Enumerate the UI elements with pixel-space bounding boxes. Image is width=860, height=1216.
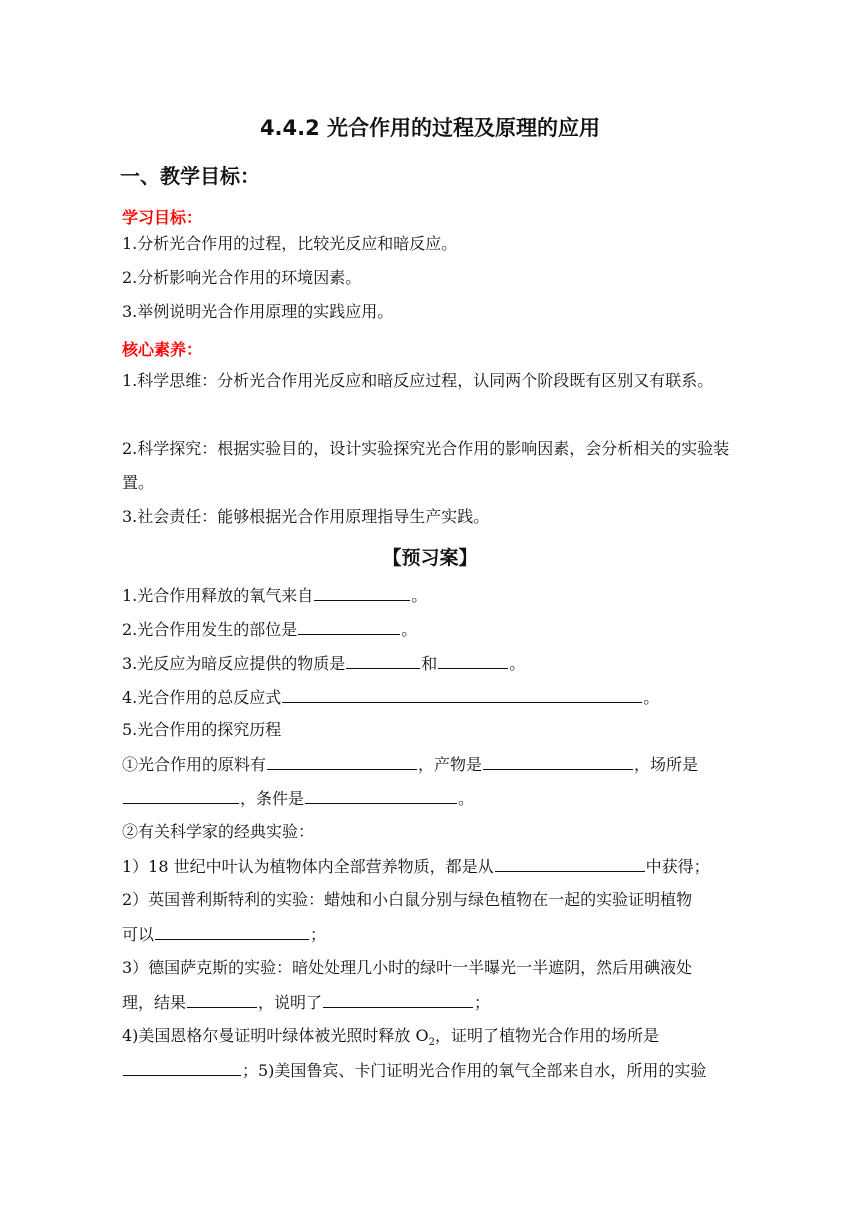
experiment-3-cont: 理，结果 ，说明了 ； xyxy=(122,993,491,1012)
question-2: 2.光合作用发生的部位是 。 xyxy=(122,620,418,639)
experiment-2-cont: 可以 ； xyxy=(122,925,327,944)
answer-blank[interactable] xyxy=(438,652,508,669)
literacy-heading: 核心素养： xyxy=(122,340,203,359)
experiment-3: 3）德国萨克斯的实验：暗处处理几小时的绿叶一半曝光一半遮阴，然后用碘液处 xyxy=(122,958,693,977)
preview-heading: 【预习案】 xyxy=(382,547,478,569)
goal-item: 1.分析光合作用的过程，比较光反应和暗反应。 xyxy=(122,234,458,253)
experiment-1: 1）18 世纪中叶认为植物体内全部营养物质，都是从 中获得； xyxy=(122,857,710,876)
experiment-4: 4)美国恩格尔曼证明叶绿体被光照时释放 $O_2$，证明了植物光合作用的场所是 xyxy=(122,1026,660,1049)
answer-blank[interactable] xyxy=(155,923,309,940)
goal-item: 2.分析影响光合作用的环境因素。 xyxy=(122,268,362,287)
answer-blank[interactable] xyxy=(305,787,457,804)
literacy-item: 2.科学探究：根据实验目的，设计实验探究光合作用的影响因素，会分析相关的实验装置。 xyxy=(122,439,730,492)
answer-blank[interactable] xyxy=(495,855,645,872)
answer-blank[interactable] xyxy=(282,686,642,703)
page-title: 4.4.2 光合作用的过程及原理的应用 xyxy=(259,116,601,140)
question-4: 4.光合作用的总反应式 。 xyxy=(122,688,660,707)
section-heading: 一、教学目标： xyxy=(120,164,260,188)
question-5-1: ①光合作用的原料有 ，产物是 ，场所是 xyxy=(122,755,699,774)
experiment-2: 2）英国普利斯特利的实验：蜡烛和小白鼠分别与绿色植物在一起的实验证明植物 xyxy=(122,890,693,909)
answer-blank[interactable] xyxy=(267,753,417,770)
question-1: 1.光合作用释放的氧气来自 。 xyxy=(122,586,428,605)
question-5-2: ②有关科学家的经典实验： xyxy=(122,822,315,841)
question-5: 5.光合作用的探究历程 xyxy=(122,720,282,739)
answer-blank[interactable] xyxy=(323,991,473,1008)
literacy-item: 1.科学思维：分析光合作用光反应和暗反应过程，认同两个阶段既有区别又有联系。 xyxy=(122,371,714,390)
question-3: 3.光反应为暗反应提供的物质是 和 。 xyxy=(122,654,526,673)
goal-item: 3.举例说明光合作用原理的实践应用。 xyxy=(122,302,394,321)
answer-blank[interactable] xyxy=(123,787,239,804)
experiment-4-cont: ；5)美国鲁宾、卡门证明光合作用的氧气全部来自水，所用的实验 xyxy=(122,1059,706,1082)
answer-blank[interactable] xyxy=(123,1059,241,1076)
literacy-item: 3.社会责任：能够根据光合作用原理指导生产实践。 xyxy=(122,507,490,526)
question-5-1-cont: ，条件是 。 xyxy=(122,787,474,810)
answer-blank[interactable] xyxy=(346,652,420,669)
answer-blank[interactable] xyxy=(483,753,633,770)
answer-blank[interactable] xyxy=(298,618,400,635)
answer-blank[interactable] xyxy=(187,991,257,1008)
answer-blank[interactable] xyxy=(314,584,410,601)
goals-heading: 学习目标： xyxy=(122,208,203,227)
